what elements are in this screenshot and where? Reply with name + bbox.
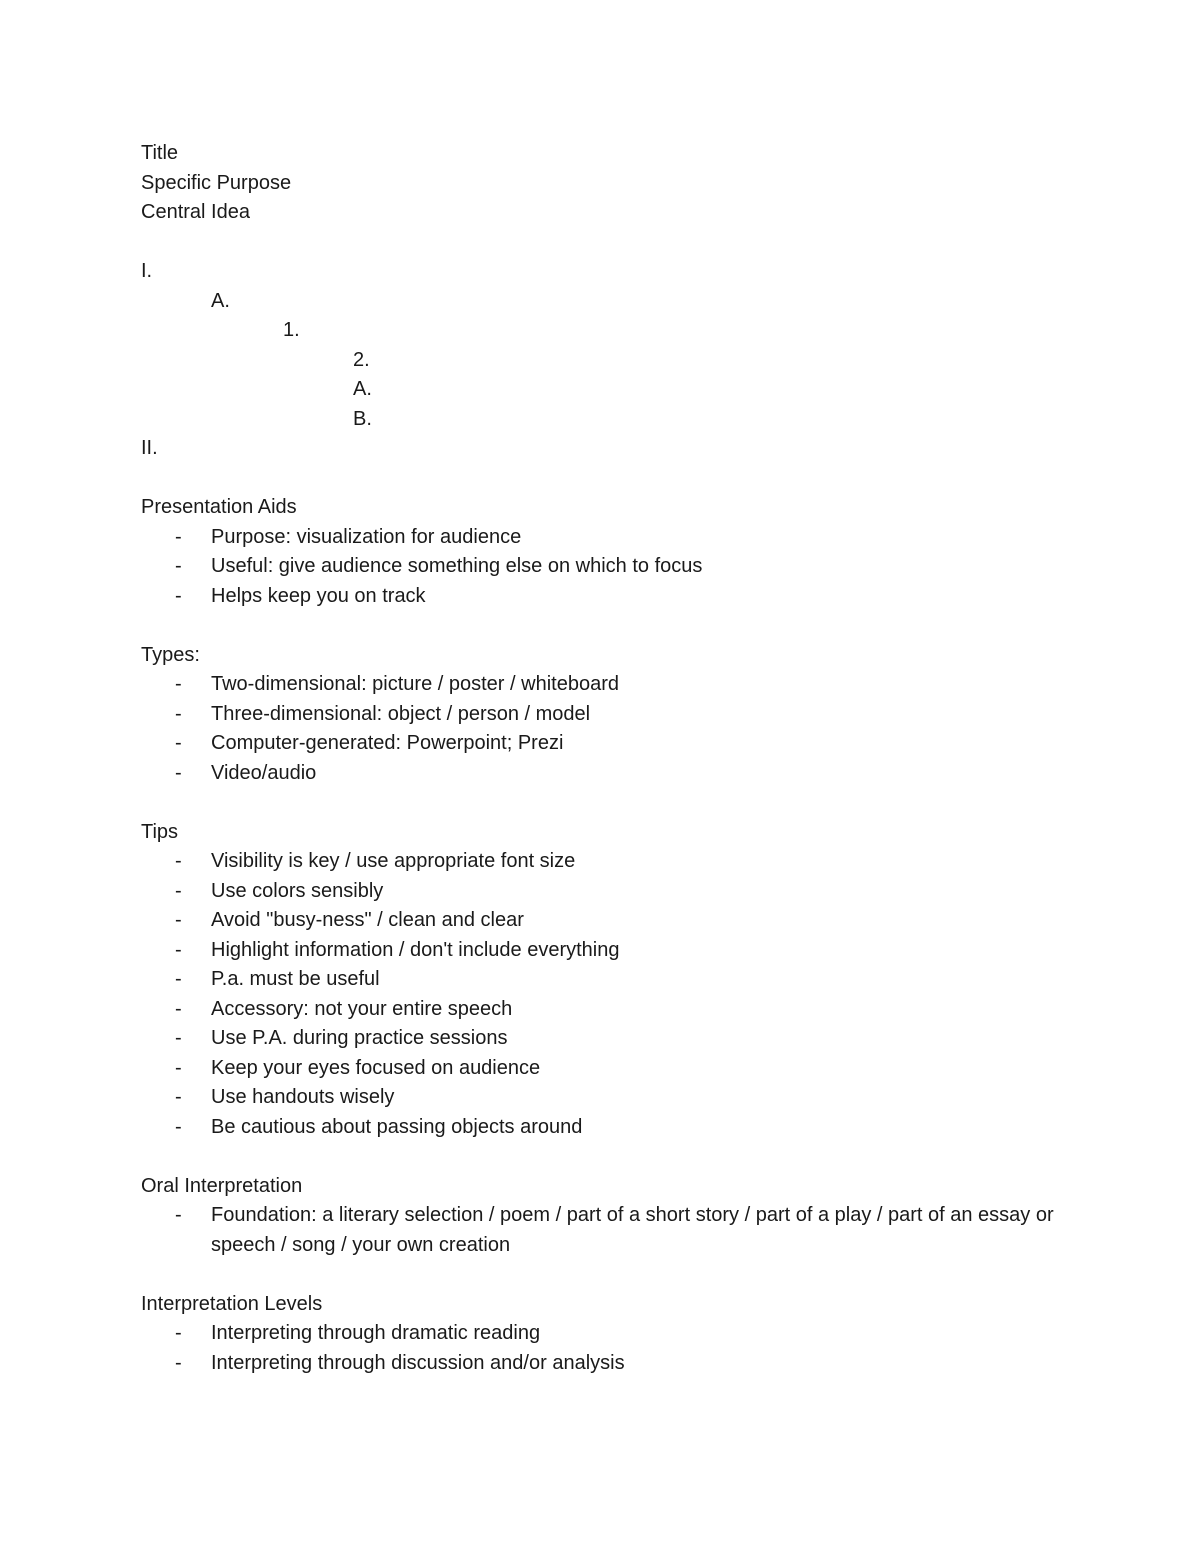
list-item bbox=[141, 1083, 1061, 1113]
list-item-text: Keep your eyes focused on audience bbox=[211, 1056, 541, 1079]
outline-row bbox=[141, 434, 1061, 464]
dash-bullet-icon: - bbox=[175, 732, 182, 754]
list-item bbox=[141, 1319, 1061, 1349]
list-item bbox=[141, 700, 1061, 730]
list-item bbox=[141, 847, 1061, 877]
bullet-list bbox=[141, 670, 1061, 788]
spacer bbox=[141, 1260, 1061, 1290]
section-heading: Oral Interpretation bbox=[141, 1174, 303, 1197]
list-item-text: P.a. must be useful bbox=[211, 968, 380, 990]
bullet-list bbox=[141, 847, 1061, 1142]
outline-row bbox=[141, 405, 1061, 435]
central-idea-label: Central Idea bbox=[141, 201, 250, 223]
dash-bullet-icon: - bbox=[175, 938, 182, 961]
dash-bullet-icon: - bbox=[175, 997, 182, 1020]
list-item-text: Video/audio bbox=[211, 761, 317, 784]
section-heading: Types: bbox=[141, 643, 200, 666]
dash-bullet-icon: - bbox=[175, 584, 182, 607]
list-item bbox=[141, 1201, 1061, 1260]
list-item-text: Use handouts wisely bbox=[211, 1086, 395, 1108]
outline-row bbox=[141, 316, 1061, 346]
dash-bullet-icon: - bbox=[175, 673, 182, 695]
list-item-text: Foundation: a literary selection / poem / part of a short story / part of a play / part of an essay or speech / song / your own creation bbox=[211, 1204, 1054, 1256]
dash-bullet-icon: - bbox=[175, 1027, 182, 1049]
dash-bullet-icon: - bbox=[175, 1204, 182, 1226]
dash-bullet-icon: - bbox=[175, 1351, 182, 1374]
dash-bullet-icon: - bbox=[175, 1086, 182, 1108]
list-item bbox=[141, 995, 1061, 1025]
list-item bbox=[141, 1024, 1061, 1054]
list-item-text: Computer-generated: Powerpoint; Prezi bbox=[211, 732, 564, 754]
section-heading: Interpretation Levels bbox=[141, 1292, 323, 1315]
list-item bbox=[141, 906, 1061, 936]
dash-bullet-icon: - bbox=[175, 850, 182, 872]
document-page bbox=[141, 139, 1061, 1378]
dash-bullet-icon: - bbox=[175, 761, 182, 784]
dash-bullet-icon: - bbox=[175, 1056, 182, 1079]
list-item-text: Two-dimensional: picture / poster / whiteboard bbox=[211, 673, 619, 695]
bullet-list bbox=[141, 1319, 1061, 1378]
list-item-text: Useful: give audience something else on which to focus bbox=[211, 555, 703, 577]
section-heading: Tips bbox=[141, 820, 179, 843]
list-item-text: Avoid "busy-ness" / clean and clear bbox=[211, 909, 524, 931]
spacer bbox=[141, 788, 1061, 818]
outline-row bbox=[141, 257, 1061, 287]
outline-marker: A. bbox=[211, 289, 230, 312]
list-item-text: Accessory: not your entire speech bbox=[211, 997, 513, 1020]
outline-marker: B. bbox=[353, 407, 372, 430]
list-item-text: Interpreting through discussion and/or analysis bbox=[211, 1351, 625, 1374]
list-item-text: Highlight information / don't include everything bbox=[211, 938, 620, 961]
list-item bbox=[141, 1349, 1061, 1379]
outline-marker: 1. bbox=[283, 319, 300, 341]
list-item bbox=[141, 523, 1061, 553]
list-item bbox=[141, 877, 1061, 907]
list-item bbox=[141, 729, 1061, 759]
list-item bbox=[141, 582, 1061, 612]
list-item bbox=[141, 670, 1061, 700]
list-item bbox=[141, 965, 1061, 995]
list-item-text: Interpreting through dramatic reading bbox=[211, 1322, 541, 1344]
outline-block bbox=[141, 257, 1061, 464]
dash-bullet-icon: - bbox=[175, 879, 182, 902]
list-item bbox=[141, 552, 1061, 582]
outline-row bbox=[141, 346, 1061, 376]
doc-title: Title bbox=[141, 142, 179, 164]
list-item bbox=[141, 1054, 1061, 1084]
outline-marker: II. bbox=[141, 437, 158, 459]
list-item bbox=[141, 1113, 1061, 1143]
outline-marker: I. bbox=[141, 260, 153, 282]
list-item-text: Use P.A. during practice sessions bbox=[211, 1027, 508, 1049]
list-item bbox=[141, 759, 1061, 789]
outline-row bbox=[141, 375, 1061, 405]
list-item bbox=[141, 936, 1061, 966]
section-heading: Presentation Aids bbox=[141, 496, 297, 518]
list-item-text: Be cautious about passing objects around bbox=[211, 1115, 583, 1138]
dash-bullet-icon: - bbox=[175, 909, 182, 931]
spacer bbox=[141, 611, 1061, 641]
dash-bullet-icon: - bbox=[175, 702, 182, 725]
list-item-text: Three-dimensional: object / person / model bbox=[211, 702, 591, 725]
bullet-list bbox=[141, 1201, 1061, 1260]
list-item-text: Use colors sensibly bbox=[211, 879, 384, 902]
spacer bbox=[141, 464, 1061, 494]
sections-block bbox=[141, 464, 1061, 1379]
spacer bbox=[141, 1142, 1061, 1172]
list-item-text: Helps keep you on track bbox=[211, 584, 426, 607]
bullet-list bbox=[141, 523, 1061, 612]
dash-bullet-icon: - bbox=[175, 1322, 182, 1344]
dash-bullet-icon: - bbox=[175, 1115, 182, 1138]
specific-purpose-label: Specific Purpose bbox=[141, 171, 292, 194]
dash-bullet-icon: - bbox=[175, 555, 182, 577]
list-item-text: Purpose: visualization for audience bbox=[211, 525, 522, 548]
outline-marker: A. bbox=[353, 378, 372, 400]
dash-bullet-icon: - bbox=[175, 968, 182, 990]
outline-marker: 2. bbox=[353, 348, 370, 371]
spacer bbox=[141, 228, 1061, 258]
list-item-text: Visibility is key / use appropriate font size bbox=[211, 850, 576, 872]
outline-row bbox=[141, 287, 1061, 317]
dash-bullet-icon: - bbox=[175, 525, 182, 548]
